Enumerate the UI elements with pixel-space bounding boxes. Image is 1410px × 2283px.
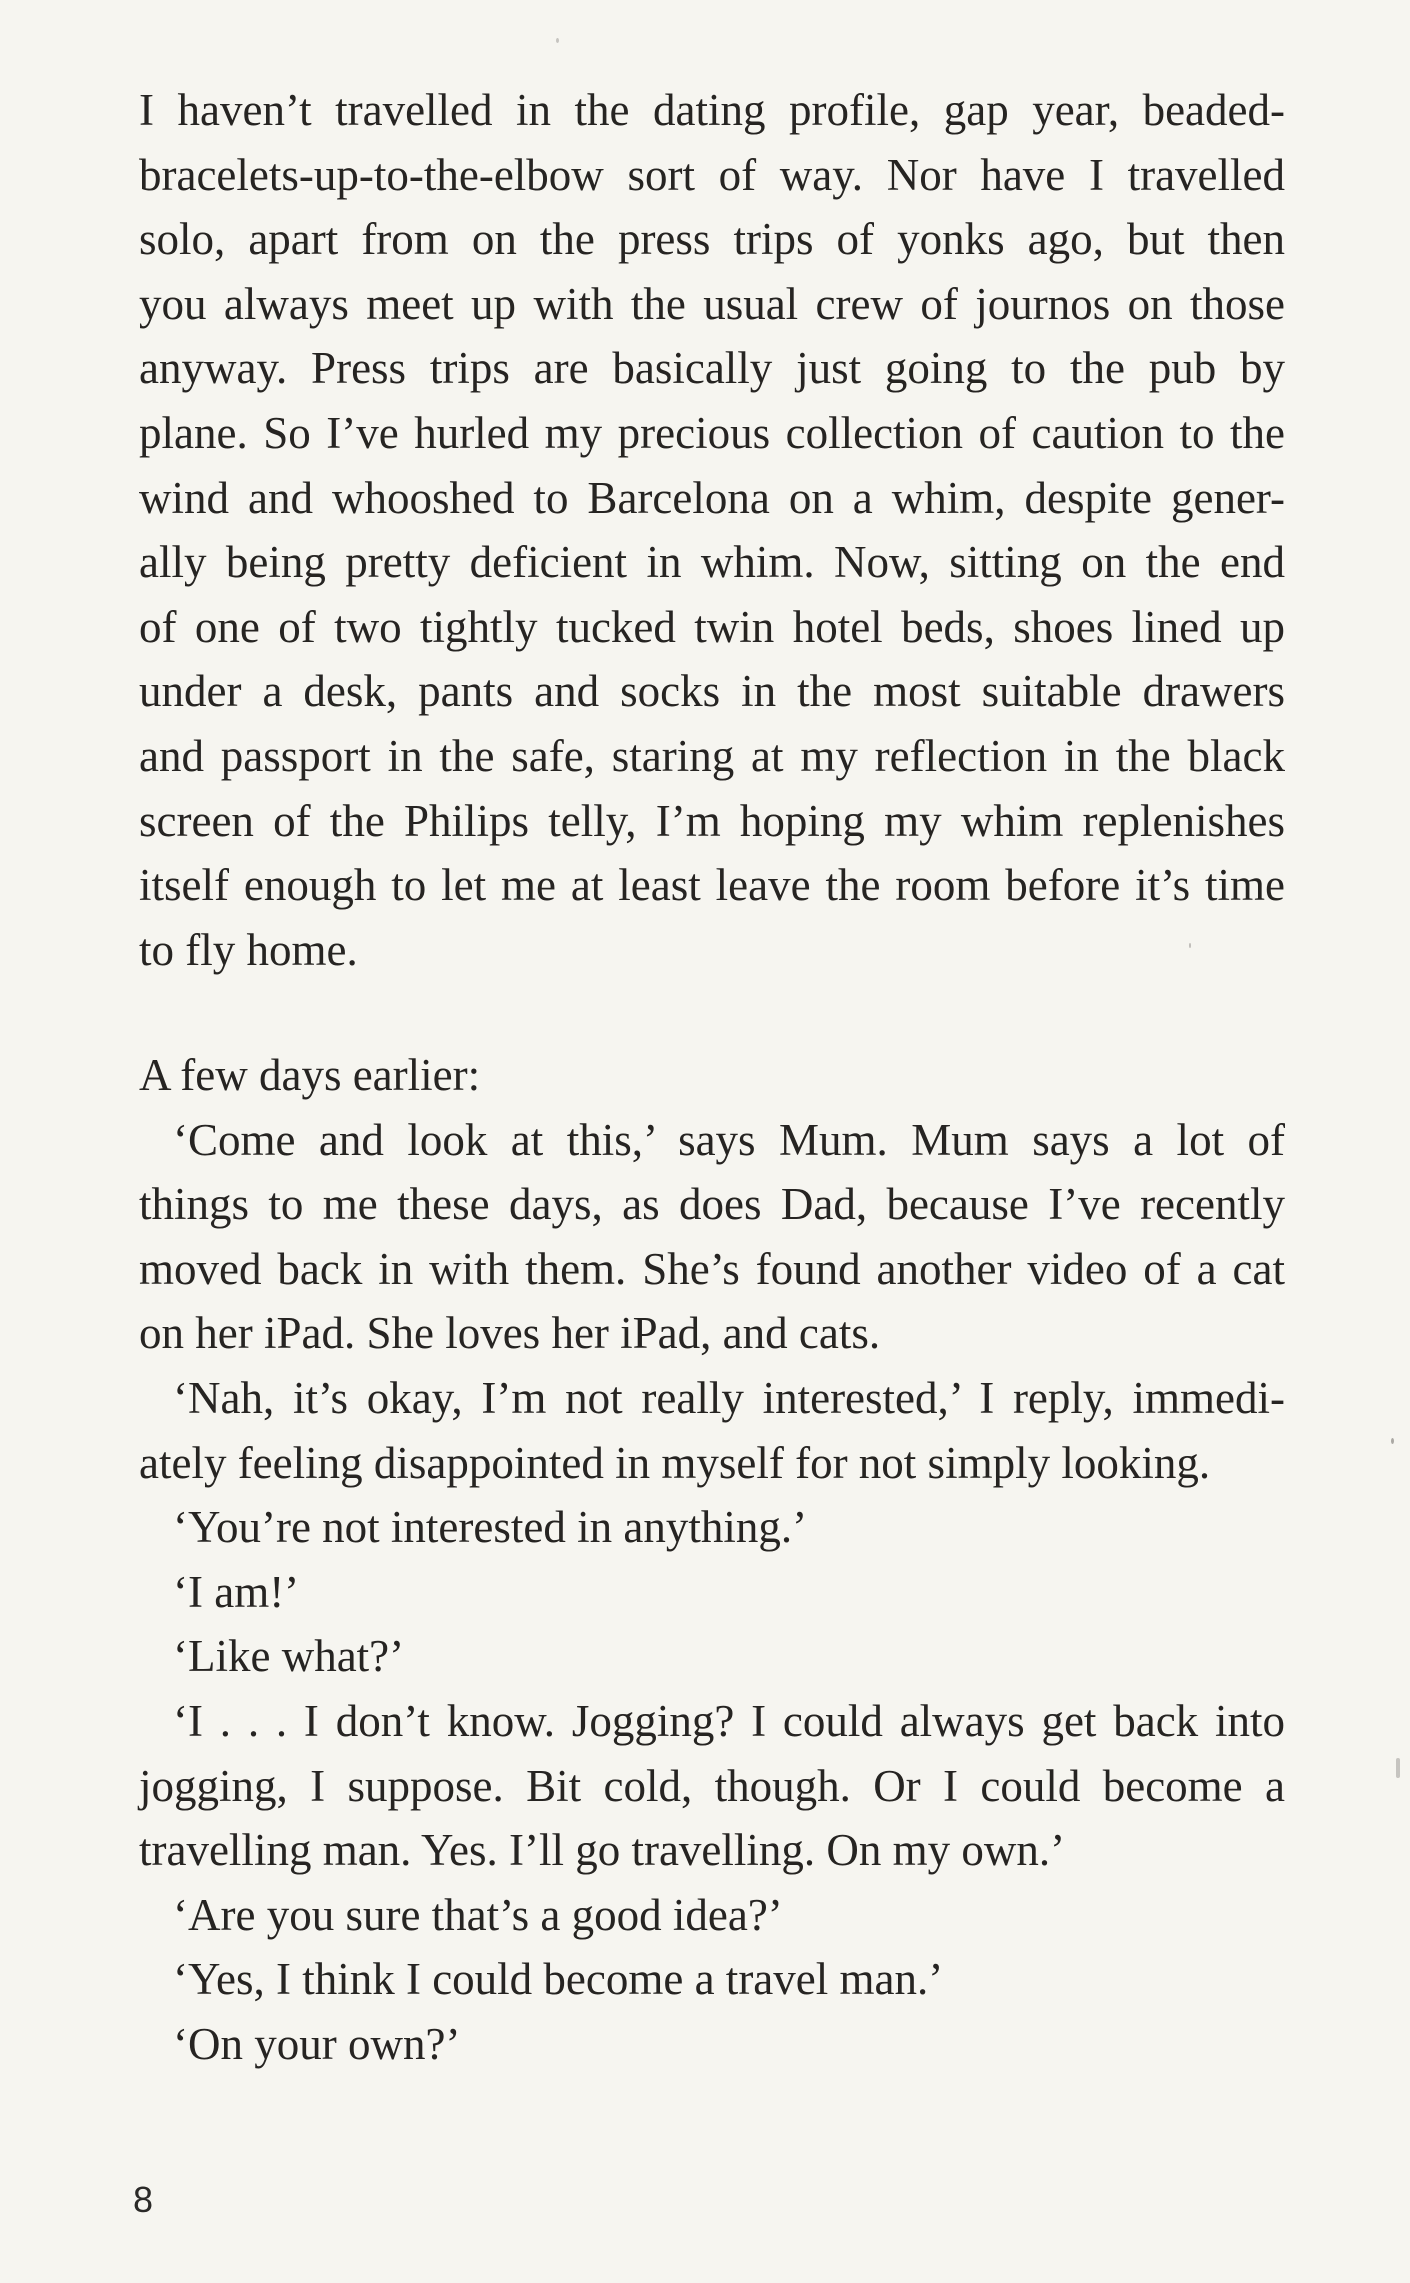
paper-speck [556,38,559,43]
text-line: ally being pretty deficient in whim. Now, sitting on the end [139,537,1285,588]
paper-speck [1396,1758,1400,1778]
paper-speck [1391,1438,1394,1444]
text-line: itself enough to let me at least leave the room before it’s time [139,860,1285,911]
dialogue-line: ‘Yes, I think I could become a travel man.’ [173,1954,944,2005]
text-line: things to me these days, as does Dad, because I’ve recently [139,1179,1285,1230]
page-number: 8 [133,2179,154,2220]
text-line: screen of the Philips telly, I’m hoping my whim replenishes [139,795,1285,846]
text-line-last: ately feeling disappointed in myself for not simply looking. [139,1437,1211,1488]
text-line-last: to fly home. [139,924,358,975]
text-line: jogging, I suppose. Bit cold, though. Or I could become a [139,1760,1285,1811]
text-line: you always meet up with the usual crew of journos on those [139,278,1285,329]
dialogue-line: ‘Nah, it’s okay, I’m not really interested,’ I reply, immedi- [173,1372,1285,1423]
paper-speck [1189,943,1191,948]
dialogue-line: ‘You’re not interested in anything.’ [173,1502,808,1553]
dialogue-line: ‘I am!’ [173,1566,300,1617]
text-line: bracelets-up-to-the-elbow sort of way. Nor have I travelled [139,149,1285,200]
text-line: solo, apart from on the press trips of yonks ago, but then [139,214,1285,265]
text-line: moved back in with them. She’s found another video of a cat [139,1243,1285,1294]
dialogue-line: ‘Are you sure that’s a good idea?’ [173,1889,783,1940]
text-line: plane. So I’ve hurled my precious collection of caution to the [139,407,1285,458]
text-line-last: travelling man. Yes. I’ll go travelling. On my own.’ [139,1825,1066,1876]
text-line: wind and whooshed to Barcelona on a whim, despite gener- [139,472,1285,523]
text-line: of one of two tightly tucked twin hotel beds, shoes lined up [139,601,1285,652]
text-line: under a desk, pants and socks in the most suitable drawers [139,666,1285,717]
section-intro-line: A few days earlier: [139,1050,481,1100]
dialogue-line: ‘Like what?’ [173,1631,405,1682]
dialogue-line: ‘On your own?’ [173,2018,461,2069]
dialogue-section [139,1043,1285,2077]
dialogue-line: ‘Come and look at this,’ says Mum. Mum says a lot of [173,1114,1285,1165]
opening-paragraph [139,78,1285,982]
dialogue-line: ‘I . . . I don’t know. Jogging? I could always get back into [173,1695,1285,1746]
text-line: anyway. Press trips are basically just going to the pub by [139,343,1285,394]
text-line-last: on her iPad. She loves her iPad, and cats. [139,1308,881,1359]
text-line: and passport in the safe, staring at my reflection in the black [139,730,1285,781]
text-line: I haven’t travelled in the dating profile, gap year, beaded- [139,85,1285,135]
